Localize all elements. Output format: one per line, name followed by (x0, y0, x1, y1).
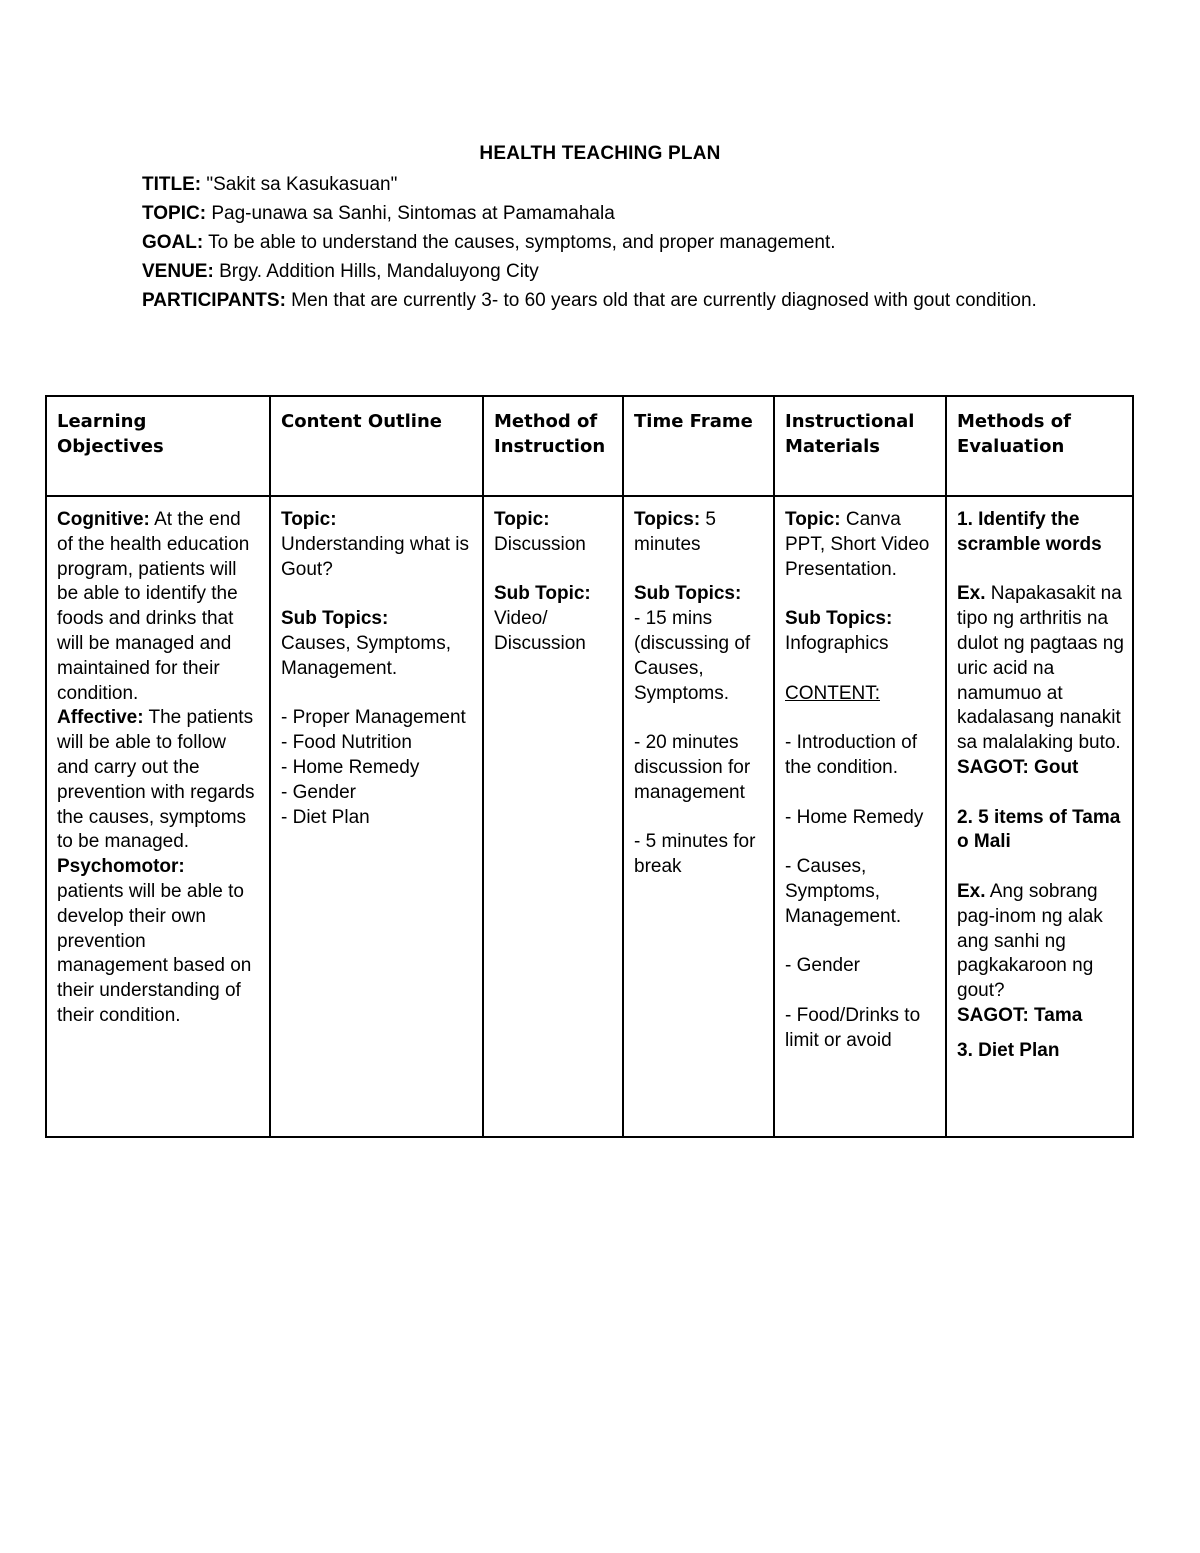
spacer (281, 582, 474, 607)
teaching-plan-table (45, 395, 1134, 1138)
affective-label: Affective: (57, 707, 144, 729)
content-topic-text: Understanding what is Gout? (281, 533, 475, 580)
materials-topic-label: Topic: (785, 509, 841, 530)
example-label: Ex. (957, 880, 986, 902)
materials-item: - Causes, Symptoms, Management. (785, 856, 902, 927)
participants-value: Men that are currently 3- to 60 years old that are currently diagnosed with gout condition. (285, 290, 1037, 311)
materials-subtopics-label: Sub Topics: (785, 608, 893, 630)
spacer (634, 706, 765, 731)
content-subtopics-label: Sub Topics: (281, 608, 389, 630)
list-item: - Home Remedy (281, 756, 420, 778)
cognitive-text: At the end of the health education program, patients will be able to identify the foods and drinks that will be managed and maintained for their condition. (57, 509, 250, 704)
cell-method-of-instruction (483, 496, 623, 1137)
example-text: Napakasakit na tipo ng arthritis na dulot ng pagtaas ng uric acid na namumuo at kadalasang nanakit sa malalaking buto. (957, 583, 1124, 754)
evaluation-item-heading: 1. Identify the scramble words (957, 509, 1102, 555)
cell-methods-of-evaluation (946, 496, 1133, 1137)
header-learning-objectives: Learning Objectives (46, 396, 270, 496)
timeframe-item: - 15 mins (discussing of Causes, Symptoms. (634, 608, 756, 704)
spacer (494, 558, 614, 583)
goal-line (142, 228, 1082, 257)
psychomotor-text: patients will be able to develop their own prevention management based on their understanding of their condition. (57, 880, 252, 1026)
cell-learning-objectives (46, 496, 270, 1137)
header-methods-of-evaluation: Methods of Evaluation (946, 396, 1133, 496)
header-time-frame: Time Frame (623, 396, 774, 496)
method-subtopic-label: Sub Topic: (494, 583, 591, 605)
evaluation-item-heading: 2. 5 items of Tama o Mali (957, 806, 1126, 853)
psychomotor-label: Psychomotor: (57, 856, 185, 878)
title-line (142, 170, 1082, 199)
page-title: HEALTH TEACHING PLAN (479, 143, 721, 164)
spacer (785, 979, 937, 1004)
method-subtopic-text: Video/ Discussion (494, 608, 586, 654)
cell-instructional-materials (774, 496, 946, 1137)
table-row (46, 496, 1133, 1137)
spacer (957, 1029, 1124, 1039)
example-text: Ang sobrang pag-inom ng alak ang sanhi ng pagkakaroon ng gout? (957, 880, 1103, 1002)
plan-details (142, 170, 1082, 315)
spacer (634, 558, 765, 583)
topic-line (142, 199, 1082, 228)
method-topic-text: Discussion (494, 533, 586, 555)
materials-item: - Food/Drinks to limit or avoid (785, 1004, 926, 1051)
materials-topic-text: Canva PPT, Short Video Presentation. (785, 509, 930, 580)
answer-text: SAGOT: Tama (957, 1004, 1083, 1026)
timeframe-topics-text: 5 minutes (634, 509, 717, 555)
spacer (957, 855, 1124, 880)
topic-label: TOPIC: (142, 203, 207, 224)
header-instructional-materials: Instructional Materials (774, 396, 946, 496)
spacer (281, 682, 474, 707)
materials-item: - Home Remedy (785, 806, 924, 828)
venue-value: Brgy. Addition Hills, Mandaluyong City (213, 261, 539, 282)
venue-line (142, 257, 1082, 286)
header-content-outline: Content Outline (270, 396, 483, 496)
materials-item: - Introduction of the condition. (785, 732, 923, 778)
timeframe-topics-label: Topics: (634, 509, 701, 530)
evaluation-item-heading: 3. Diet Plan (957, 1039, 1060, 1061)
content-subtopics-text: Causes, Symptoms, Management. (281, 632, 457, 679)
spacer (785, 930, 937, 955)
header-method-of-instruction: Method of Instruction (483, 396, 623, 496)
list-item: - Diet Plan (281, 806, 370, 828)
materials-subtopics-text: Infographics (785, 632, 889, 654)
list-item: - Food Nutrition (281, 732, 412, 754)
timeframe-item: - 5 minutes for break (634, 831, 761, 878)
title-value: "Sakit sa Kasukasuan" (201, 174, 398, 195)
participants-label: PARTICIPANTS: (142, 290, 286, 311)
goal-value: To be able to understand the causes, symptoms, and proper management. (203, 232, 836, 253)
table-header-row (46, 396, 1133, 496)
spacer (785, 706, 937, 731)
title-label: TITLE: (142, 174, 202, 195)
topic-value: Pag-unawa sa Sanhi, Sintomas at Pamamahala (206, 203, 615, 224)
timeframe-subtopics-label: Sub Topics: (634, 583, 742, 605)
timeframe-item: - 20 minutes discussion for management (634, 732, 756, 803)
cell-content-outline (270, 496, 483, 1137)
materials-content-label: CONTENT: (785, 682, 880, 704)
spacer (957, 558, 1124, 583)
spacer (785, 830, 937, 855)
spacer (785, 781, 937, 806)
participants-line (142, 286, 1082, 315)
venue-label: VENUE: (142, 261, 214, 282)
content-topic-label: Topic: (281, 509, 337, 530)
spacer (785, 657, 937, 682)
spacer (785, 582, 937, 607)
list-item: - Proper Management (281, 707, 466, 729)
affective-text: The patients will be able to follow and carry out the prevention with regards the causes, symptoms to be managed. (57, 707, 255, 853)
materials-item: - Gender (785, 955, 860, 977)
spacer (634, 806, 765, 831)
example-label: Ex. (957, 583, 986, 605)
cognitive-label: Cognitive: (57, 509, 150, 530)
method-topic-label: Topic: (494, 509, 550, 530)
list-item: - Gender (281, 781, 356, 803)
spacer (957, 781, 1124, 806)
cell-time-frame (623, 496, 774, 1137)
answer-text: SAGOT: Gout (957, 756, 1079, 778)
goal-label: GOAL: (142, 232, 204, 253)
